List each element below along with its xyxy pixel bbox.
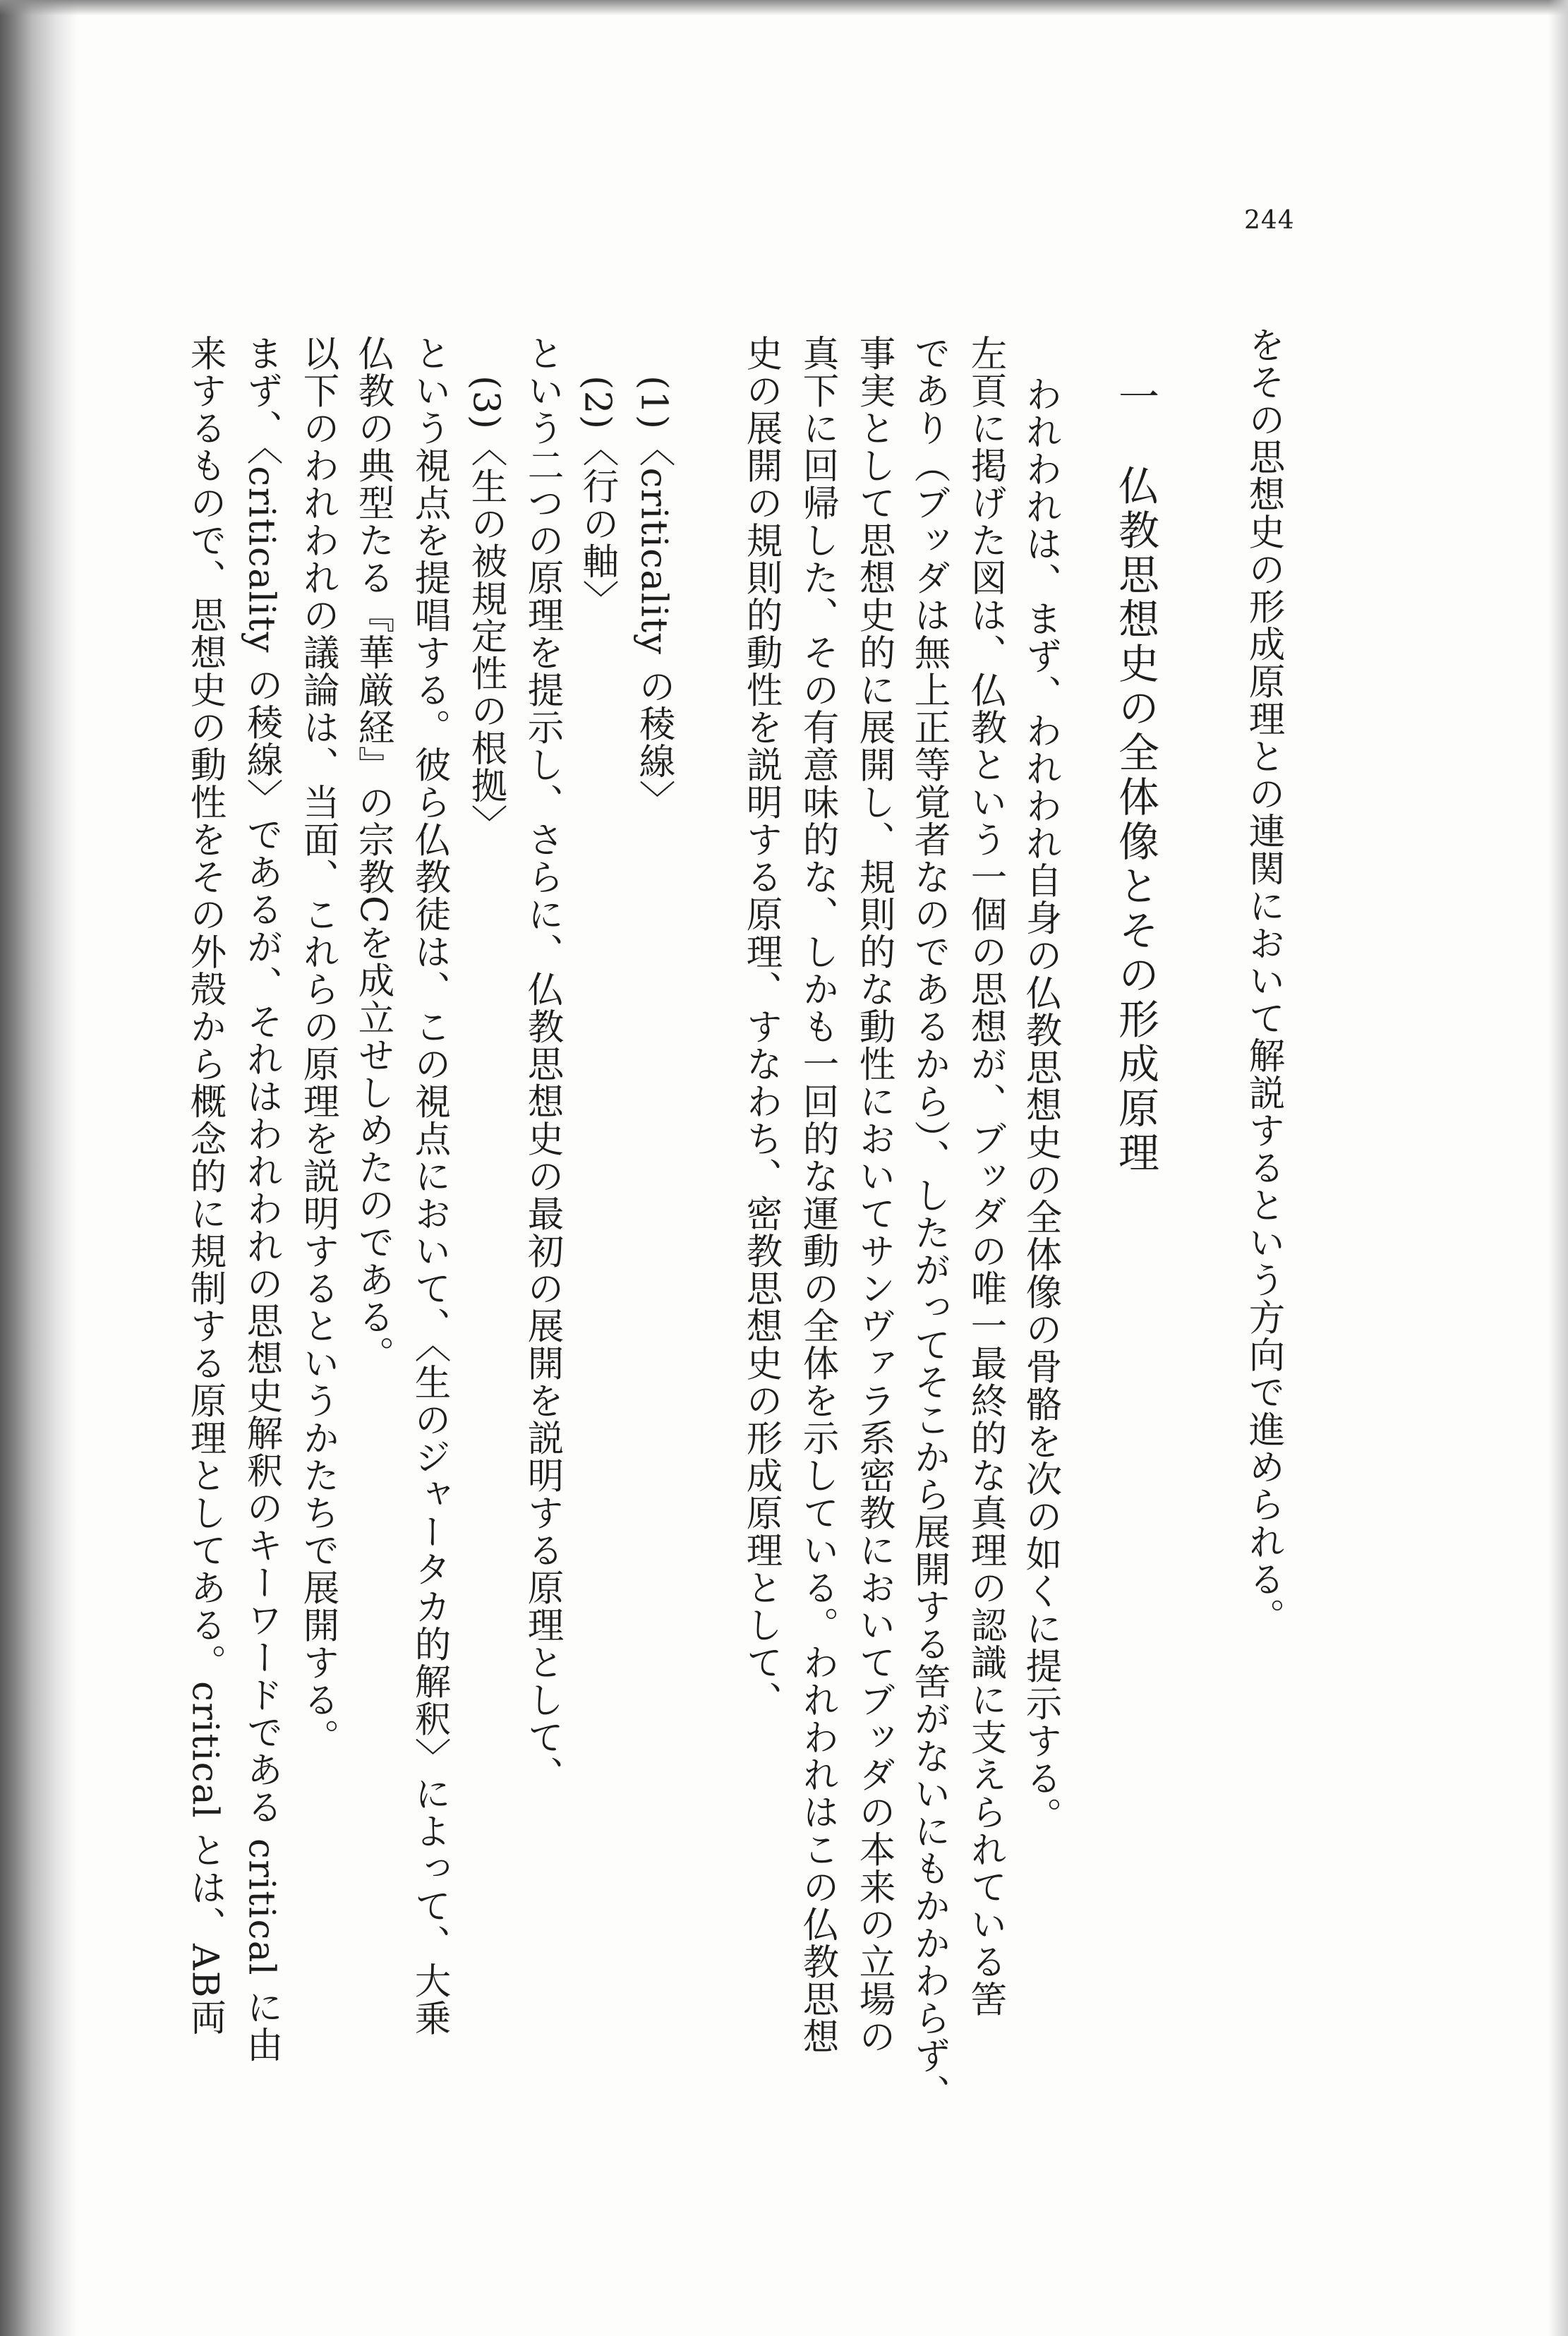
text-line: 真下に回帰した、その有意味的な、しかも一回的な運動の全体を示している。われわれはこの仏教思想 bbox=[796, 335, 839, 2055]
text-line: 史の展開の規則的動性を説明する原理、すなわち、密教思想史の形成原理として、 bbox=[740, 335, 783, 1718]
text-line: まず、〈criticality の稜線〉であるが、それはわれわれの思想史解釈のキーワードである critical に由 bbox=[240, 335, 283, 2064]
page-number: 244 bbox=[1244, 206, 1295, 235]
list-item-1: (1)〈criticality の稜線〉 bbox=[632, 375, 675, 818]
list-item-2: (2)〈行の軸〉 bbox=[576, 375, 619, 618]
top-edge-shadow bbox=[0, 0, 1568, 16]
text-line: という視点を提唱する。彼ら仏教徒は、この視点において、〈生のジャータカ的解釈〉によって、大乗 bbox=[408, 335, 451, 2037]
text-line: 以下のわれわれの議論は、当面、これらの原理を説明するというかたちで展開する。 bbox=[296, 335, 339, 1756]
text-line: 事実として思想史的に展開し、規則的な動性においてサンヴァラ系密教においてブッダの本来の立場の bbox=[852, 335, 895, 2055]
text-line: 仏教の典型たる『華厳経』の宗教Cを成立せしめたのである。 bbox=[351, 335, 394, 1373]
text-line: であり（ブッダは無上正等覚者なのであるから）、したがってそこから展開する筈がないにもかかわらず、 bbox=[907, 335, 951, 2112]
text-line: われわれは、まず、われわれ自身の仏教思想史の全体像の骨骼を次の如くに提示する。 bbox=[1019, 375, 1062, 1834]
text-line: という二つの原理を提示し、さらに、仏教思想史の最初の展開を説明する原理として、 bbox=[521, 335, 564, 1793]
text-line: 左頁に掲げた図は、仏教という一個の思想が、ブッダの唯一最終的な真理の認識に支えられている筈 bbox=[964, 335, 1007, 2018]
list-item-3: (3)〈生の被規定性の根拠〉 bbox=[464, 375, 507, 842]
section-heading: 一 仏教思想史の全体像とその形成原理 bbox=[1111, 375, 1159, 1176]
text-line: 来するもので、思想史の動性をその外殻から概念的に規制する原理としてある。critical とは、AB両 bbox=[183, 335, 227, 2037]
binding-shadow bbox=[0, 0, 78, 2336]
right-edge-shadow bbox=[1548, 0, 1568, 2336]
text-line: をその思想史の形成原理との連関において解説するという方向で進められる。 bbox=[1242, 326, 1285, 1635]
